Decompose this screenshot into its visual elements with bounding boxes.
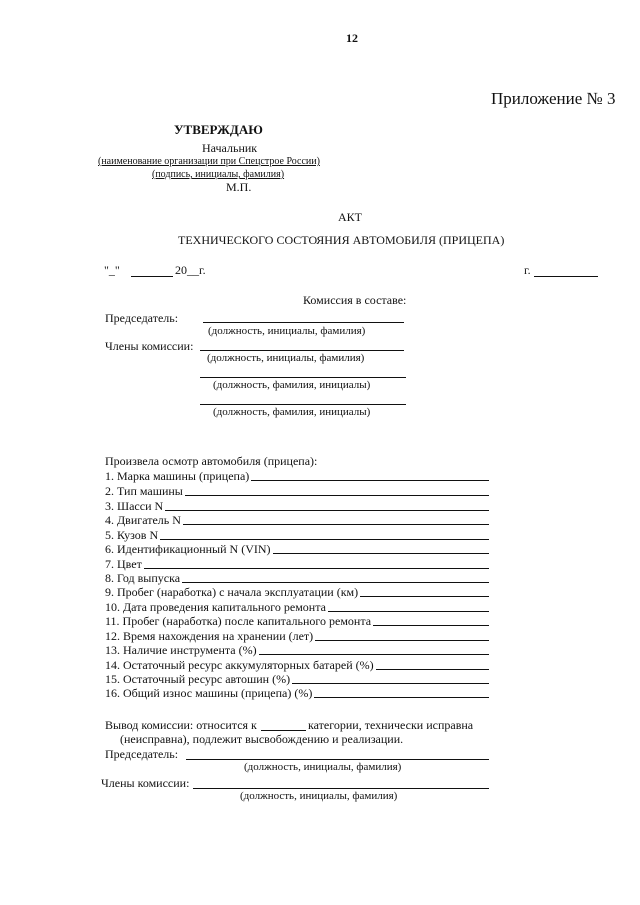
final-chairman-label: Председатель: [105,747,179,761]
inspection-item: 11. Пробег (наработка) после капитального ремонта [105,614,489,629]
date-month-line [131,276,173,277]
page-number: 12 [346,31,358,45]
approve-title: УТВЕРЖДАЮ [174,122,263,137]
final-chairman-line [186,759,489,760]
approve-org-hint: (наименование организации при Спецстрое России) [98,156,320,167]
inspection-item: 10. Дата проведения капитального ремонта [105,600,489,615]
member-hint-1: (должность, инициалы, фамилия) [207,352,365,364]
inspection-item: 9. Пробег (наработка) с начала эксплуатации (км) [105,585,489,600]
conclusion-line2: (неисправна), подлежит высвобождению и реализации. [120,732,404,746]
inspection-item: 12. Время нахождения на хранении (лет) [105,629,489,644]
final-members-hint: (должность, инициалы, фамилия) [240,790,398,802]
appendix-label: Приложение № 3 [491,89,616,108]
inspection-item: 14. Остаточный ресурс аккумуляторных батарей (%) [105,658,489,673]
member-line-2 [200,377,406,378]
commission-heading: Комиссия в составе: [303,293,407,307]
member-hint-2: (должность, фамилия, инициалы) [213,379,371,391]
category-line [261,730,306,731]
inspection-item: 6. Идентификационный N (VIN) [105,542,489,557]
inspection-item: 5. Кузов N [105,528,489,543]
approve-position: Начальник [202,141,258,155]
inspection-item: 7. Цвет [105,557,489,572]
stamp-label: М.П. [226,180,252,194]
chairman-label: Председатель: [105,311,179,325]
date-year: 20__г. [175,263,206,277]
conclusion-suffix: категории, технически исправна [308,718,474,732]
inspection-item: 4. Двигатель N [105,513,489,528]
chairman-hint: (должность, инициалы, фамилия) [208,325,366,337]
final-members-label: Члены комиссии: [101,776,190,790]
approve-sign-hint: (подпись, инициалы, фамилия) [152,169,285,180]
act-subtitle: ТЕХНИЧЕСКОГО СОСТОЯНИЯ АВТОМОБИЛЯ (ПРИЦЕПА) [178,233,505,247]
city-prefix: г. [524,263,531,277]
inspection-heading: Произвела осмотр автомобиля (прицепа): [105,454,318,468]
act-title: АКТ [338,210,362,224]
inspection-item: 8. Год выпуска [105,571,489,586]
inspection-item: 3. Шасси N [105,499,489,514]
city-line [534,276,598,277]
inspection-item: 1. Марка машины (прицепа) [105,469,489,484]
inspection-item: 13. Наличие инструмента (%) [105,643,489,658]
final-members-line [193,788,489,789]
member-line-3 [200,404,406,405]
members-label: Члены комиссии: [105,339,194,353]
inspection-item: 2. Тип машины [105,484,489,499]
inspection-item: 16. Общий износ машины (прицепа) (%) [105,686,489,701]
chairman-line [203,322,404,323]
conclusion-prefix: Вывод комиссии: относится к [105,718,257,732]
final-chairman-hint: (должность, инициалы, фамилия) [244,761,402,773]
inspection-item: 15. Остаточный ресурс автошин (%) [105,672,489,687]
date-day: "_" [104,263,120,277]
member-line-1 [200,350,404,351]
member-hint-3: (должность, фамилия, инициалы) [213,406,371,418]
